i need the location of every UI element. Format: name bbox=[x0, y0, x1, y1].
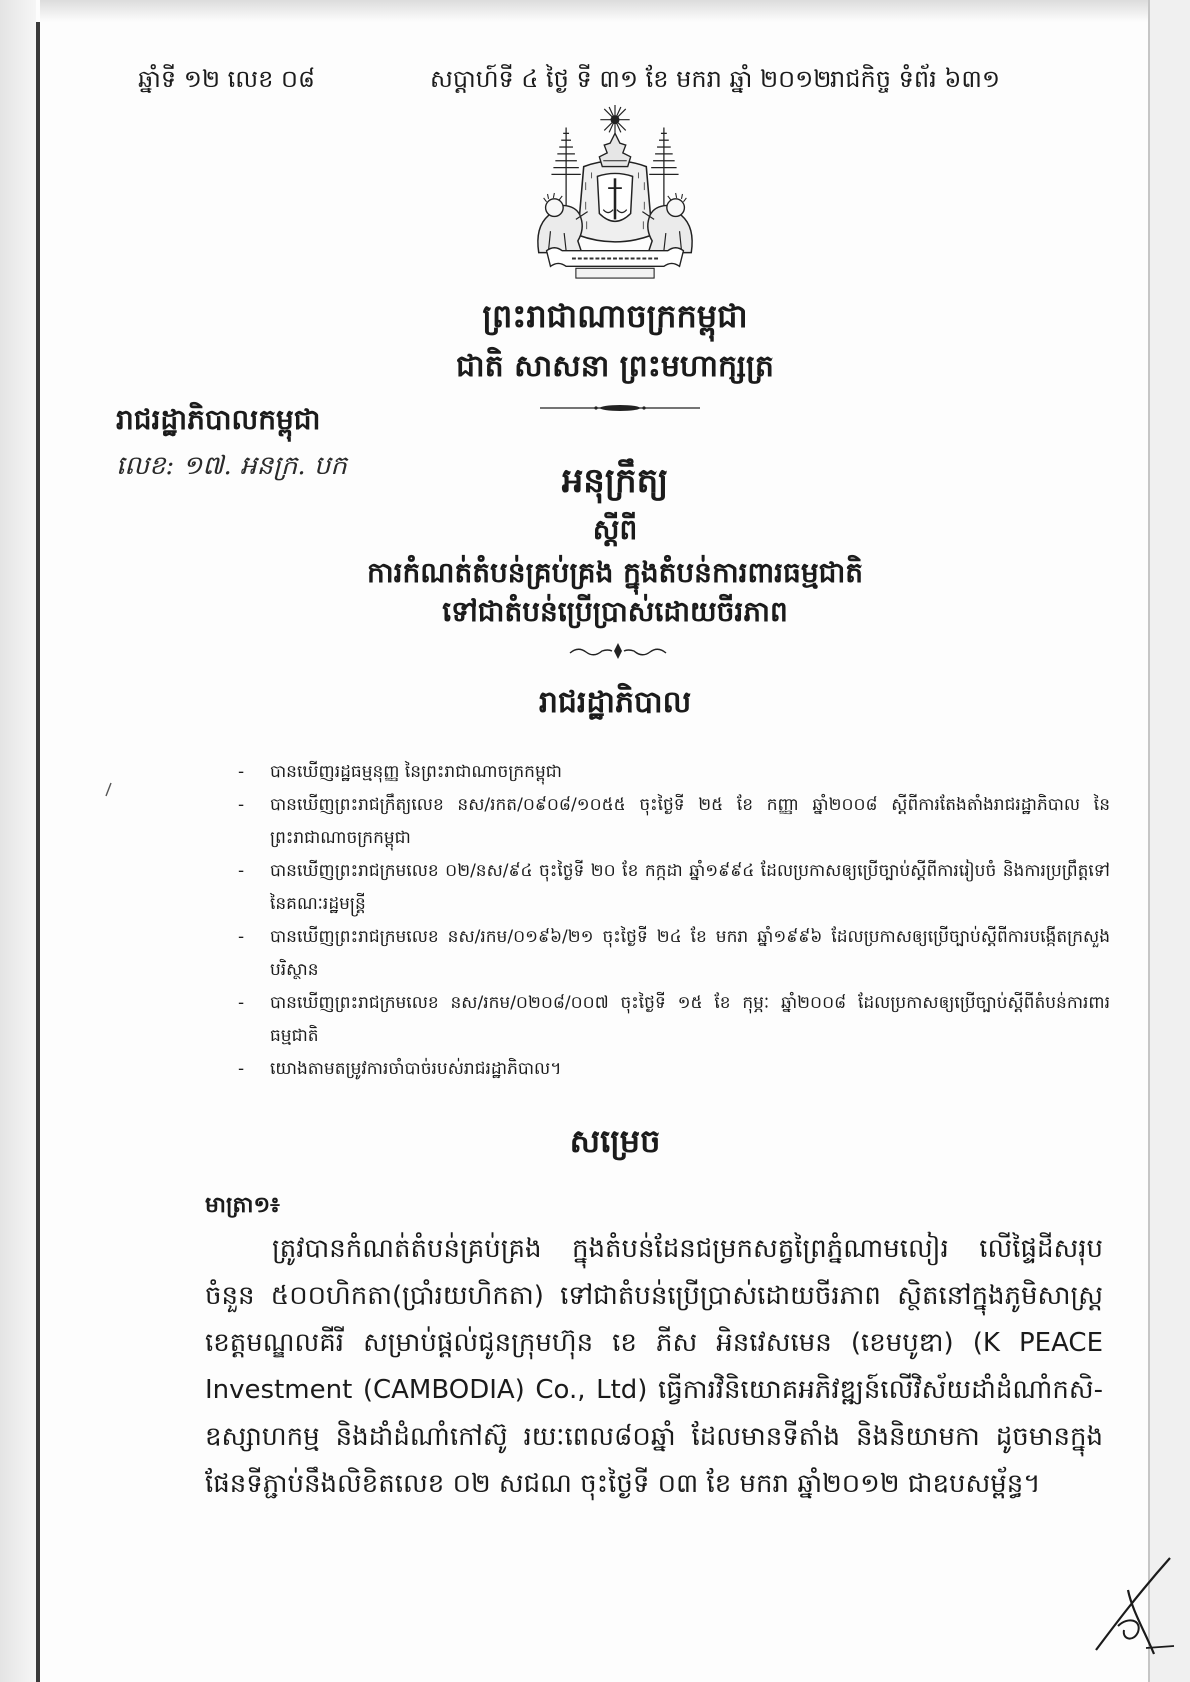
stray-pen-mark bbox=[102, 782, 114, 798]
handwritten-reference-number: លេខ: ១៧. អនក្រ. បក bbox=[116, 451, 347, 481]
bullet-dash: - bbox=[238, 795, 245, 815]
document-type-title: អនុក្រឹត្យ bbox=[561, 461, 669, 501]
preamble-item bbox=[238, 789, 1110, 855]
scan-top-shadow bbox=[40, 0, 1148, 22]
bullet-dash: - bbox=[238, 861, 245, 881]
emblem-shield bbox=[597, 173, 632, 221]
bullet-dash: - bbox=[238, 1059, 245, 1079]
emblem-parasol-right bbox=[649, 127, 678, 207]
preamble-item bbox=[238, 756, 1110, 789]
decision-heading: សម្រេច bbox=[569, 1122, 661, 1160]
preamble-list bbox=[238, 756, 1110, 1086]
kingdom-name: ព្រះរាជាណាចក្រកម្ពុជា bbox=[482, 297, 748, 335]
authority-heading: រាជរដ្ឋាភិបាល bbox=[538, 685, 692, 720]
bullet-dash: - bbox=[238, 762, 245, 782]
title-flourish-ornament bbox=[568, 641, 668, 661]
article-1-text: ត្រូវបានកំណត់តំបន់គ្រប់គ្រង ក្នុងតំបន់ដែនជម្រកសត្វព្រៃភ្នំណាមលៀរ លើផ្ទៃដីសរុបចំនួន ៥០០ហិកតា(ប្រាំរយហិកតា) ទៅជាតំបន់ប្រើប្រាស់ដោយចីរភាព ស្ថិតនៅក្នុងភូមិសាស្ត្រខេត្តមណ្ឌលគីរី សម្រាប់ផ្តល់ជូនក្រុមហ៊ុន ខេ ភីស អិនវេសមេន (ខេមបូឌា) (K PEACE Investment (CAMBODIA) Co., Ltd) ធ្វើការវិនិយោគអភិវឌ្ឍន៍លើវិស័យដាំដំណាំកសិ-ឧស្សាហកម្ម និងដាំដំណាំកៅស៊ូ រយៈពេល៨០ឆ្នាំ ដែលមានទីតាំង និងនិយាមកា ដូចមានក្នុងផែនទីភ្ជាប់នឹងលិខិតលេខ ០២ សជណ ចុះថ្ងៃទី ០៣ ខែ មករា ឆ្នាំ២០១២ ជាឧបសម្ព័ន្ធ។ bbox=[205, 1234, 1103, 1499]
preamble-text: យោងតាមតម្រូវការចាំបាច់របស់រាជរដ្ឋាភិបាល។ bbox=[270, 1059, 562, 1079]
scan-left-edge-line bbox=[36, 22, 40, 1682]
emblem-star bbox=[600, 105, 629, 134]
bullet-dash: - bbox=[238, 927, 245, 947]
gazette-year-issue: ឆ្នាំទី ១២ លេខ ០៨ bbox=[138, 65, 315, 93]
motto-divider-ornament bbox=[540, 401, 700, 415]
gazette-week-date: សប្តាហ៍ទី ៤ ថ្ងៃ ទី ៣១ ខែ មករា ឆ្នាំ ២០១២ bbox=[430, 65, 832, 93]
preamble-item bbox=[238, 921, 1110, 987]
preamble-text: បានឃើញព្រះរាជក្រមលេខ នស/រកម/០២០៨/០០៧ ចុះថ្ងៃទី ១៥ ខែ កុម្ភៈ ឆ្នាំ២០០៨ ដែលប្រកាសឲ្យប្រើច្បាប់ស្តីពីតំបន់ការពារធម្មជាតិ bbox=[270, 993, 1110, 1046]
emblem-parasol-left bbox=[551, 127, 580, 207]
preamble-text: បានឃើញព្រះរាជក្រមលេខ ០២/នស/៩៤ ចុះថ្ងៃទី ២០ ខែ កក្កដា ឆ្នាំ១៩៩៤ ដែលប្រកាសឲ្យប្រើច្បាប់ស្តីពីការរៀបចំ និងការប្រព្រឹត្តទៅ នៃគណៈរដ្ឋមន្ត្រី bbox=[270, 861, 1110, 914]
preamble-text: បានឃើញព្រះរាជក្រមលេខ នស/រកម/០១៩៦/២១ ចុះថ្ងៃទី ២៤ ខែ មករា ឆ្នាំ១៩៩៦ ដែលប្រកាសឲ្យប្រើច្បាប់ស្តីពីការបង្កើតក្រសួងបរិស្ថាន bbox=[270, 927, 1110, 980]
title-subject-line-2: ទៅជាតំបន់ប្រើប្រាស់ដោយចីរភាព bbox=[442, 595, 788, 628]
scan-left-shadow bbox=[0, 0, 36, 1682]
preamble-item bbox=[238, 1053, 1110, 1086]
handwritten-initial-mark bbox=[1088, 1550, 1178, 1660]
bullet-dash: - bbox=[238, 993, 245, 1013]
gazette-page-number: រាជកិច្ច ទំព័រ ៦៣១ bbox=[830, 65, 1000, 93]
scan-right-shadow bbox=[1150, 0, 1190, 1682]
title-about-word: ស្តីពី bbox=[592, 513, 638, 546]
issuing-government: រាជរដ្ឋាភិបាលកម្ពុជា bbox=[116, 403, 321, 436]
royal-coat-of-arms-icon bbox=[527, 104, 703, 282]
article-1-label: មាត្រា១៖ bbox=[205, 1193, 280, 1218]
preamble-item bbox=[238, 987, 1110, 1053]
emblem-crown bbox=[599, 133, 630, 166]
preamble-text: បានឃើញព្រះរាជក្រឹត្យលេខ នស/រកត/០៩០៨/១០៥៥ ចុះថ្ងៃទី ២៥ ខែ កញ្ញា ឆ្នាំ២០០៨ ស្តីពីការតែងតាំងរាជរដ្ឋាភិបាល នៃព្រះរាជាណាចក្រកម្ពុជា bbox=[270, 795, 1110, 848]
emblem-banner bbox=[547, 248, 684, 278]
national-motto: ជាតិ សាសនា ព្រះមហាក្សត្រ bbox=[456, 349, 774, 384]
title-subject-line-1: ការកំណត់តំបន់គ្រប់គ្រង ក្នុងតំបន់ការពារធម្មជាតិ bbox=[366, 556, 864, 589]
preamble-item bbox=[238, 855, 1110, 921]
preamble-text: បានឃើញរដ្ឋធម្មនុញ្ញ នៃព្រះរាជាណាចក្រកម្ពុជា bbox=[270, 762, 562, 782]
